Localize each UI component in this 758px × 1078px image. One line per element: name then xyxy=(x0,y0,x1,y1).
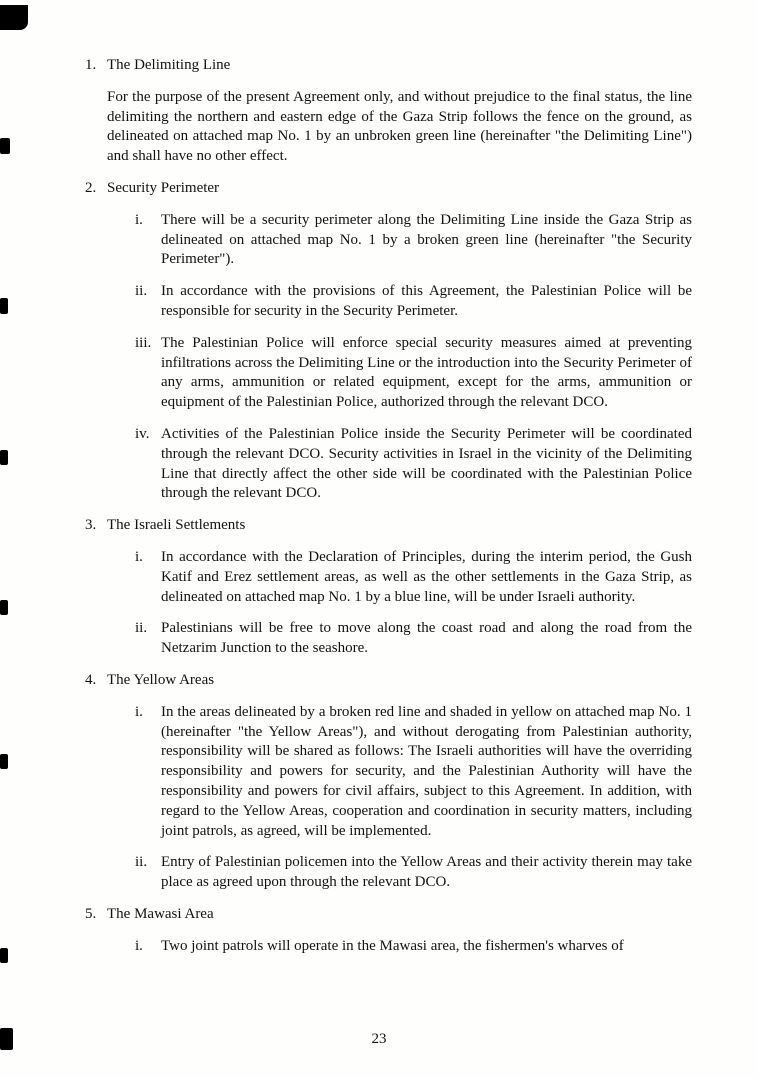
section-title: Security Perimeter xyxy=(107,179,220,196)
section-heading xyxy=(85,905,692,925)
subitem xyxy=(135,619,692,659)
subitem-text: There will be a security perimeter along the Delimiting Line inside the Gaza Strip as delineated on attached map No. 1 by a broken green line (hereinafter "the Security Perimeter"). xyxy=(161,211,692,268)
scan-artifact xyxy=(0,5,28,30)
subitem xyxy=(135,211,692,270)
subitem xyxy=(135,425,692,504)
section-number: 4. xyxy=(85,671,97,688)
subitem-text: Entry of Palestinian policemen into the Yellow Areas and their activity therein may take place as agreed upon through the relevant DCO. xyxy=(161,854,692,891)
page-number: 23 xyxy=(371,1031,387,1047)
subitem-label: i. xyxy=(135,703,143,720)
section xyxy=(85,671,692,893)
subitem xyxy=(135,548,692,607)
subitem-label: ii. xyxy=(135,854,148,871)
scan-artifact xyxy=(0,600,8,615)
section-number: 3. xyxy=(85,517,97,534)
subitem-label: i. xyxy=(135,211,143,228)
section-heading xyxy=(85,516,692,536)
document-body xyxy=(85,56,692,968)
section xyxy=(85,56,692,167)
section-title: The Yellow Areas xyxy=(107,671,215,688)
section-heading xyxy=(85,56,692,76)
section xyxy=(85,179,692,504)
section-paragraph: For the purpose of the present Agreement only, and without prejudice to the final status, the line delimiting the northern and eastern edge of the Gaza Strip follows the fence on the ground, as delineated on attached map No. 1 by an unbroken green line (hereinafter "the Delimiting Line") and shall have no other effect. xyxy=(107,88,692,165)
subitem-text: Palestinians will be free to move along the coast road and along the road from the Netzarim Junction to the seashore. xyxy=(161,620,692,657)
subitem-label: i. xyxy=(135,937,143,954)
subitem xyxy=(135,282,692,322)
scan-artifact xyxy=(0,450,8,465)
section-heading xyxy=(85,179,692,199)
section-number: 5. xyxy=(85,905,97,922)
scan-artifact xyxy=(0,754,8,769)
subitem-label: iii. xyxy=(135,334,152,351)
subitem-text: Activities of the Palestinian Police inside the Security Perimeter will be coordinated through the relevant DCO. Security activities in Israel in the vicinity of the Delimiting Line that directly affect the other side will be coordinated with the Palestinian Police through the relevant DCO. xyxy=(161,425,692,502)
scan-artifact xyxy=(0,138,10,154)
subitem-text: The Palestinian Police will enforce special security measures aimed at preventing infiltrations across the Delimiting Line or the introduction into the Security Perimeter of any arms, ammunition or related equipment, except for the arms, ammunition or equipment of the Palestinian Police, authorized through the relevant DCO. xyxy=(161,334,692,411)
scan-artifact xyxy=(0,948,8,963)
section-number: 1. xyxy=(85,57,97,73)
subitem-label: iv. xyxy=(135,425,150,442)
subitem xyxy=(135,334,692,413)
section xyxy=(85,516,692,659)
subitem-label: i. xyxy=(135,548,143,565)
subitem-label: ii. xyxy=(135,283,148,300)
subitem-text: In accordance with the provisions of this Agreement, the Palestinian Police will be responsible for security in the Security Perimeter. xyxy=(161,283,692,319)
section-title: The Israeli Settlements xyxy=(107,517,246,534)
subitem-label: ii. xyxy=(135,620,148,637)
section-title: The Mawasi Area xyxy=(107,905,214,922)
section-heading xyxy=(85,671,692,691)
scan-artifact xyxy=(0,298,8,314)
subitem-text: Two joint patrols will operate in the Mawasi area, the fishermen's wharves of xyxy=(161,937,624,954)
subitem xyxy=(135,937,692,957)
subitem-text: In accordance with the Declaration of Principles, during the interim period, the Gush Katif and Erez settlement areas, as well as the other settlements in the Gaza Strip, as delineated on attached map No. 1 by a blue line, will be under Israeli authority. xyxy=(161,548,692,605)
section-number: 2. xyxy=(85,179,97,196)
subitem-text: In the areas delineated by a broken red line and shaded in yellow on attached map No. 1 (hereinafter "the Yellow Areas"), and without derogating from Palestinian authority, responsibility will be shared as follows: The Israeli authorities will have the overriding responsibility and powers for security, and the Palestinian Authority will have the responsibility and powers for civil affairs, subject to this Agreement. In addition, with regard to the Yellow Areas, cooperation and coordination in security matters, including joint patrols, as agreed, will be implemented. xyxy=(161,703,692,839)
subitem xyxy=(135,853,692,893)
section xyxy=(85,905,692,957)
section-title: The Delimiting Line xyxy=(107,57,231,73)
subitem xyxy=(135,703,692,842)
